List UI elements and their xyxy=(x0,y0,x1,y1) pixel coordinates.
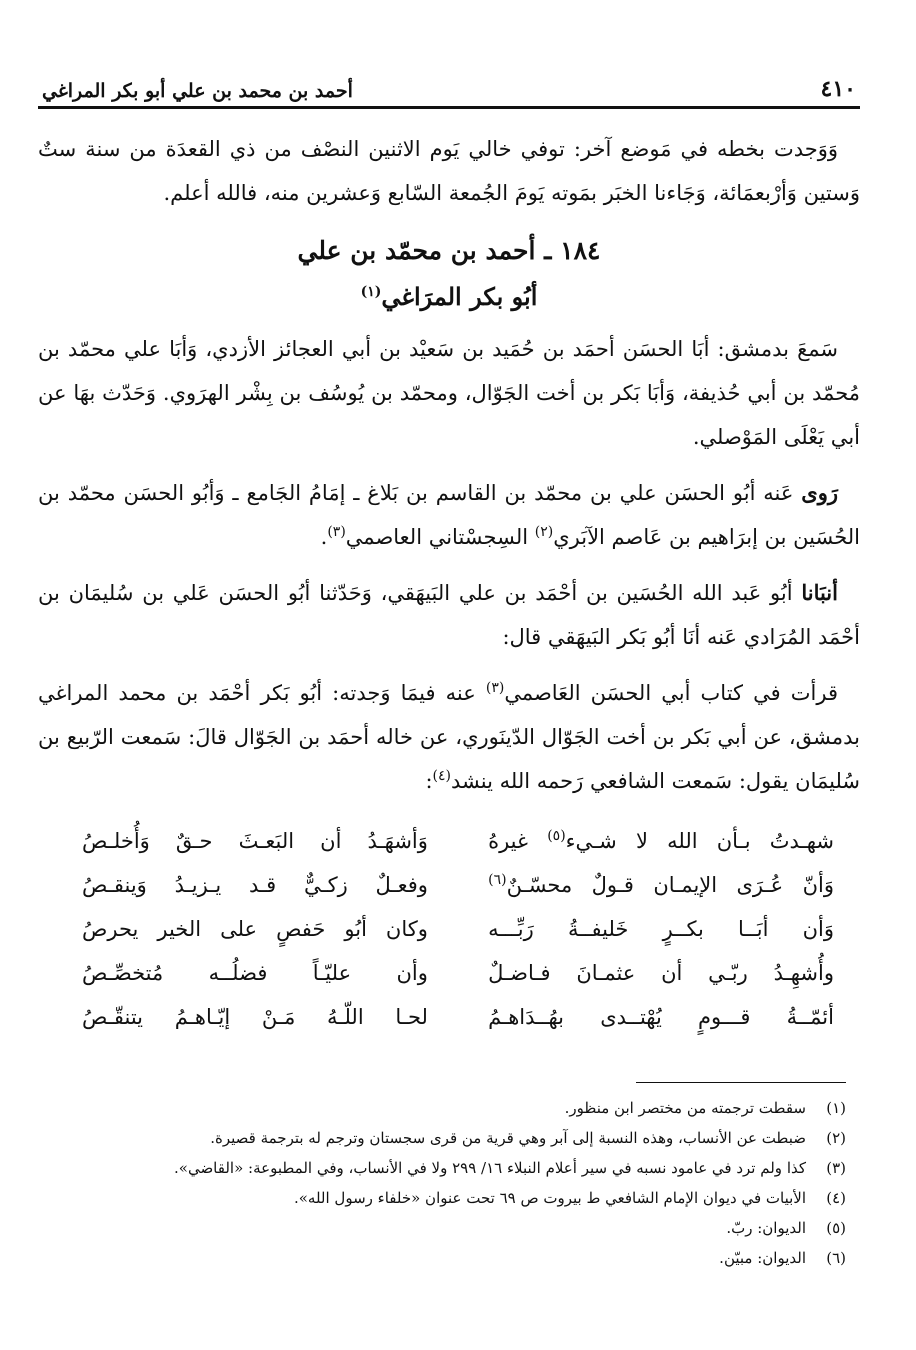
footnote-number: (٢) xyxy=(826,1129,846,1147)
footnote-text: الديوان: ربّ. xyxy=(726,1219,806,1237)
riwaya-text-2: السِجسْتاني العاصمي xyxy=(345,525,535,549)
poem xyxy=(38,819,860,1039)
poem-verse xyxy=(38,819,860,863)
reading-text-3: : xyxy=(425,769,433,793)
running-header-title: أحمد بن محمد بن علي أبو بكر المراغي xyxy=(42,80,353,102)
poem-verse xyxy=(38,995,860,1039)
isnad-text: أبُو عَبد الله الحُسَين بن أحْمَد بن علي البَيهَقي، وَحَدّثنا أبُو الحسَن عَلي بن سُليمَان بن أحْمَد المُرَادي عَنه أنَا أبُو بَكر البَيهَقي قال: xyxy=(38,581,860,649)
footnote-ref: (١) xyxy=(360,284,382,300)
footnote-number: (١) xyxy=(826,1099,846,1117)
poem-verse xyxy=(38,907,860,951)
verse-second-hemistich: وفعـلٌ زكـيٌّ قـد يـزيـدُ وَينقـصُ xyxy=(82,873,428,897)
footnote-number: (٣) xyxy=(826,1159,846,1177)
running-header xyxy=(38,62,860,109)
riwaya-keyword: رَوى xyxy=(801,480,838,505)
verse-first-hemistich: وَأن أبَــا بكــرٍ خَليفــةُ رَبِّـــه xyxy=(488,917,834,941)
footnote-divider xyxy=(636,1082,846,1083)
verse-first-hemistich: وأُشهِـدُ ربّـي أن عثمـانَ فـاضـلٌ xyxy=(488,961,834,985)
footnote-text: الأبيات في ديوان الإمام الشافعي ط بيروت ص ٦٩ تحت عنوان «خلفاء رسول الله». xyxy=(293,1189,806,1207)
footnote-number: (٤) xyxy=(826,1189,846,1207)
footnote-number: (٥) xyxy=(826,1219,846,1237)
verse-second-hemistich: وَأشهَـدُ أن البَعـثَ حـقٌ وَأُخلـصُ xyxy=(82,829,428,853)
verse-second-hemistich: وكان أبُو حَفصٍ على الخير يحرصُ xyxy=(82,917,428,941)
footnotes xyxy=(38,1082,860,1273)
entry-title-line2 xyxy=(38,275,860,319)
riwaya-text-1: عَنه أبُو الحسَن علي بن محمّد بن القاسم بن بَلاغ ـ إمَامُ الجَامع ـ وَأبُو الحسَن محمّد بن الحُسَين بن إبرَاهيم بن عَاصم الآبَري xyxy=(38,481,860,549)
poem-verse xyxy=(38,951,860,995)
verse-first-hemistich: شهـدتُ بـأن الله لا شـيء$^{(٥)}$ غيرهُ xyxy=(488,828,834,853)
reading-paragraph xyxy=(38,671,860,803)
footnote xyxy=(38,1093,860,1123)
footnote-ref: (٢) xyxy=(534,524,554,540)
poem-verse xyxy=(38,863,860,907)
footnote-ref: (٥) xyxy=(547,828,566,844)
footnote-number: (٦) xyxy=(826,1249,846,1267)
footnote-text: كذا ولم ترد في عامود نسبه في سير أعلام النبلاء ١٦/ ٢٩٩ ولا في الأنساب، وفي المطبوعة: «القاضي». xyxy=(174,1159,806,1177)
footnote-text: سقطت ترجمته من مختصر ابن منظور. xyxy=(564,1099,806,1117)
footnote xyxy=(38,1213,860,1243)
footnote xyxy=(38,1243,860,1273)
verse-first-hemistich: أئمّــةُ قـــومٍ يُهْتــدى بهُــدَاهـمُ xyxy=(488,1005,834,1029)
footnote-ref: (٦) xyxy=(488,872,507,888)
verse-second-hemistich: لحـا اللّـهُ مَـنْ إيّـاهـمُ يتنقّـصُ xyxy=(82,1005,428,1029)
riwaya-paragraph xyxy=(38,471,860,559)
footnote-text: ضبطت عن الأنساب، وهذه النسبة إلى آبر وهي قرية من قرى سجستان وترجم له بترجمة قصيرة. xyxy=(210,1129,806,1147)
intro-paragraph: وَوَجدت بخطه في مَوضع آخر: توفي خالي يَوم الاثنين النصْف من ذي القعدَة من سنة ستٌ وَستين وَأرْبعمَائة، وَجَاءنا الخبَر بمَوته يَومَ الجُمعة السّابع وَعشرين منه، فالله أعلم. xyxy=(38,137,860,205)
footnote-text: الديوان: مبيّن. xyxy=(719,1249,806,1267)
entry-title-line1: ١٨٤ ـ أحمد بن محمّد بن علي xyxy=(297,236,601,265)
reading-text-1: قرأت في كتاب أبي الحسَن العَاصمي xyxy=(504,681,838,705)
sama-paragraph: سَمعَ بدمشق: أبَا الحسَن أحمَد بن حُمَيد بن سَعيْد بن أبي العجائز الأزدي، وَأبَا علي محمّد بن مُحمّد بن أبي حُذيفة، وَأبَا بَكر بن أخت الجَوّال، ومحمّد بن يُوسُف بن بِشْر الهرَوي. وَحَدّث بهَا عن أبي يَعْلَى المَوْصلي. xyxy=(38,337,860,449)
footnote xyxy=(38,1153,860,1183)
footnote xyxy=(38,1183,860,1213)
page-number: ٤١٠ xyxy=(820,76,856,102)
footnote-ref: (٤) xyxy=(432,768,452,784)
entry-title-text: أبُو بكر المرَاغي xyxy=(381,282,538,311)
footnote-ref: (٣) xyxy=(327,524,346,540)
riwaya-text-3: . xyxy=(320,525,328,549)
footnote-ref: (٣) xyxy=(485,680,505,696)
entry-heading xyxy=(38,227,860,319)
isnad-paragraph xyxy=(38,571,860,659)
isnad-keyword: أنبَانا xyxy=(801,580,838,605)
reading-text-2: عنه فيمَا وَجدته: أبُو بَكر أحْمَد بن محمد المراغي بدمشق، عن أبي بَكر بن أخت الجَوّال الدّينَوري، عن خاله أحمَد بن الجَوّال قالَ: سَمعت الرّبيع بن سُليمَان يقول: سَمعت الشافعي رَحمه الله ينشد xyxy=(38,681,860,793)
verse-first-hemistich: وَأنّ عُـرَى الإيمـان قـولٌ محسّـنٌ$^{(٦)}$ xyxy=(488,872,834,897)
footnote xyxy=(38,1123,860,1153)
book-page xyxy=(38,62,860,1332)
verse-second-hemistich: وأن عليّـاً فضلُــه مُتخصِّـصُ xyxy=(82,961,428,985)
